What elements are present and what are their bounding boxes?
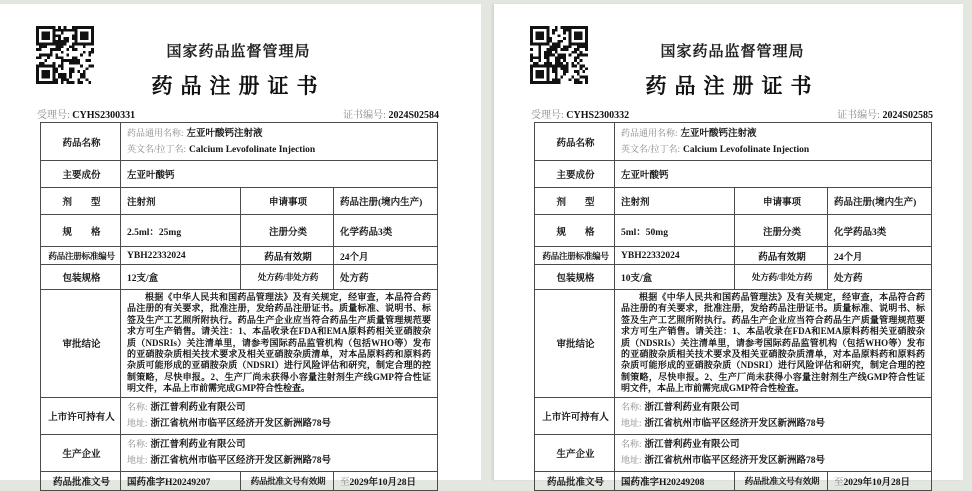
row-main-ingredient: [535, 161, 932, 188]
field-value: 2.5ml：25mg: [121, 215, 241, 247]
row-license-holder: [41, 397, 438, 434]
certificate-header: [534, 40, 931, 100]
row-dosage-form: [41, 188, 438, 215]
field-label: 处方药/非处方药: [735, 265, 828, 290]
row-drug-name: [535, 123, 932, 161]
field-value: 药品注册(境内生产): [334, 188, 438, 215]
certificate-table: [40, 122, 438, 491]
field-value: 左亚叶酸钙: [121, 161, 438, 188]
field-value: 名称: 浙江普利药业有限公司 地址: 浙江省杭州市临平区经济开发区新洲路78号: [615, 434, 932, 471]
field-label: 剂 型: [41, 188, 121, 215]
row-main-ingredient: [41, 161, 438, 188]
field-value: 化学药品3类: [828, 215, 932, 247]
field-label: 药品注册标准编号: [41, 247, 121, 265]
certificate-number: 证书编号: 2024S02585: [837, 110, 933, 121]
field-value: YBH22332024: [615, 247, 735, 265]
field-value: 24个月: [334, 247, 438, 265]
field-label: 药品有效期: [241, 247, 334, 265]
field-value: 5ml：50mg: [615, 215, 735, 247]
field-label: 剂 型: [535, 188, 615, 215]
row-license-holder: [535, 397, 932, 434]
meta-row: [37, 106, 439, 121]
field-label: 上市许可持有人: [41, 397, 121, 434]
field-label: 规 格: [41, 215, 121, 247]
field-label: 药品批准文号有效期: [735, 471, 828, 490]
certificate-page-1: [0, 4, 481, 488]
field-value: 左亚叶酸钙: [615, 161, 932, 188]
field-value: 10支/盒: [615, 265, 735, 290]
field-label: 生产企业: [41, 434, 121, 471]
field-value: 根据《中华人民共和国药品管理法》及有关规定，经审查，本品符合药品注册的有关要求，批准注册，发给药品注册证书。质量标准、说明书、标签及生产工艺照所附执行。药品生产企业应当符合药品生产质量管理规范要求方可生产销售。请关注：1、本品收录在FDA和EMA原料药相关亚硝胺杂质（NDSRIs）关注清单里，请参考国际药品监管机构（包括WHO等）发布的亚硝胺杂质相关技术要求及相关亚硝胺杂质清单，对本品原料药和原料药杂质可能形成的亚硝胺杂质（NDSRI）进行风险评估和研究，制定合理的控制策略，尽快申报。2、生产厂尚未获得小容量注射剂生产线GMP符合性证明文件，本品上市前需完成GMP符合性检查。: [121, 290, 438, 398]
certificate-page-2: [494, 4, 963, 488]
field-value: 24个月: [828, 247, 932, 265]
row-specification: [535, 215, 932, 247]
field-value: 名称: 浙江普利药业有限公司 地址: 浙江省杭州市临平区经济开发区新洲路78号: [615, 397, 932, 434]
row-manufacturer: [535, 434, 932, 471]
field-label: 包装规格: [41, 265, 121, 290]
field-label: 生产企业: [535, 434, 615, 471]
field-value: 名称: 浙江普利药业有限公司 地址: 浙江省杭州市临平区经济开发区新洲路78号: [121, 434, 438, 471]
issuing-authority: 国家药品监督管理局: [166, 43, 311, 60]
certificate-table: [534, 122, 932, 491]
field-label: 药品名称: [41, 123, 121, 161]
row-standard-number: [535, 247, 932, 265]
field-label: 审批结论: [535, 290, 615, 398]
field-label: 上市许可持有人: [535, 397, 615, 434]
row-package: [41, 265, 438, 290]
field-value: 至2029年10月28日: [828, 471, 932, 490]
field-label: 主要成份: [41, 161, 121, 188]
field-value: 国药准字H20249207: [121, 471, 241, 490]
field-value: 化学药品3类: [334, 215, 438, 247]
field-value: 注射剂: [615, 188, 735, 215]
row-approval-number: [535, 471, 932, 490]
document-title: 药品注册证书: [151, 74, 326, 98]
acceptance-number: 受理号: CYHS2300332: [531, 110, 630, 121]
acceptance-number: 受理号: CYHS2300331: [37, 110, 136, 121]
row-standard-number: [41, 247, 438, 265]
field-label: 药品有效期: [735, 247, 828, 265]
field-label: 药品注册标准编号: [535, 247, 615, 265]
field-value: 药品注册(境内生产): [828, 188, 932, 215]
field-value: 药品通用名称: 左亚叶酸钙注射液 英文名/拉丁名: Calcium Levofolinate Injection: [121, 123, 438, 161]
issuing-authority: 国家药品监督管理局: [660, 43, 805, 60]
row-approval-conclusion: [41, 290, 438, 398]
field-label: 处方药/非处方药: [241, 265, 334, 290]
field-label: 申请事项: [241, 188, 334, 215]
field-value: 至2029年10月28日: [334, 471, 438, 490]
field-value: 处方药: [334, 265, 438, 290]
certificate-header: [40, 40, 437, 100]
field-label: 申请事项: [735, 188, 828, 215]
field-label: 包装规格: [535, 265, 615, 290]
field-label: 审批结论: [41, 290, 121, 398]
field-value: 名称: 浙江普利药业有限公司 地址: 浙江省杭州市临平区经济开发区新洲路78号: [121, 397, 438, 434]
field-label: 规 格: [535, 215, 615, 247]
row-drug-name: [41, 123, 438, 161]
row-approval-number: [41, 471, 438, 490]
field-label: 注册分类: [241, 215, 334, 247]
field-label: 注册分类: [735, 215, 828, 247]
field-label: 药品名称: [535, 123, 615, 161]
field-value: 处方药: [828, 265, 932, 290]
field-label: 药品批准文号: [535, 471, 615, 490]
field-value: YBH22332024: [121, 247, 241, 265]
field-value: 国药准字H20249208: [615, 471, 735, 490]
row-manufacturer: [41, 434, 438, 471]
field-value: 12支/盒: [121, 265, 241, 290]
row-dosage-form: [535, 188, 932, 215]
field-label: 药品批准文号有效期: [241, 471, 334, 490]
meta-row: [531, 106, 933, 121]
row-package: [535, 265, 932, 290]
field-label: 主要成份: [535, 161, 615, 188]
field-value: 根据《中华人民共和国药品管理法》及有关规定，经审查，本品符合药品注册的有关要求，批准注册，发给药品注册证书。质量标准、说明书、标签及生产工艺照所附执行。药品生产企业应当符合药品生产质量管理规范要求方可生产销售。请关注：1、本品收录在FDA和EMA原料药相关亚硝胺杂质（NDSRIs）关注清单里，请参考国际药品监管机构（包括WHO等）发布的亚硝胺杂质相关技术要求及相关亚硝胺杂质清单，对本品原料药和原料药杂质可能形成的亚硝胺杂质（NDSRI）进行风险评估和研究，制定合理的控制策略，尽快申报。2、生产厂尚未获得小容量注射剂生产线GMP符合性证明文件，本品上市前需完成GMP符合性检查。: [615, 290, 932, 398]
row-specification: [41, 215, 438, 247]
field-value: 药品通用名称: 左亚叶酸钙注射液 英文名/拉丁名: Calcium Levofolinate Injection: [615, 123, 932, 161]
certificate-number: 证书编号: 2024S02584: [343, 110, 439, 121]
field-label: 药品批准文号: [41, 471, 121, 490]
row-approval-conclusion: [535, 290, 932, 398]
field-value: 注射剂: [121, 188, 241, 215]
document-title: 药品注册证书: [645, 74, 820, 98]
